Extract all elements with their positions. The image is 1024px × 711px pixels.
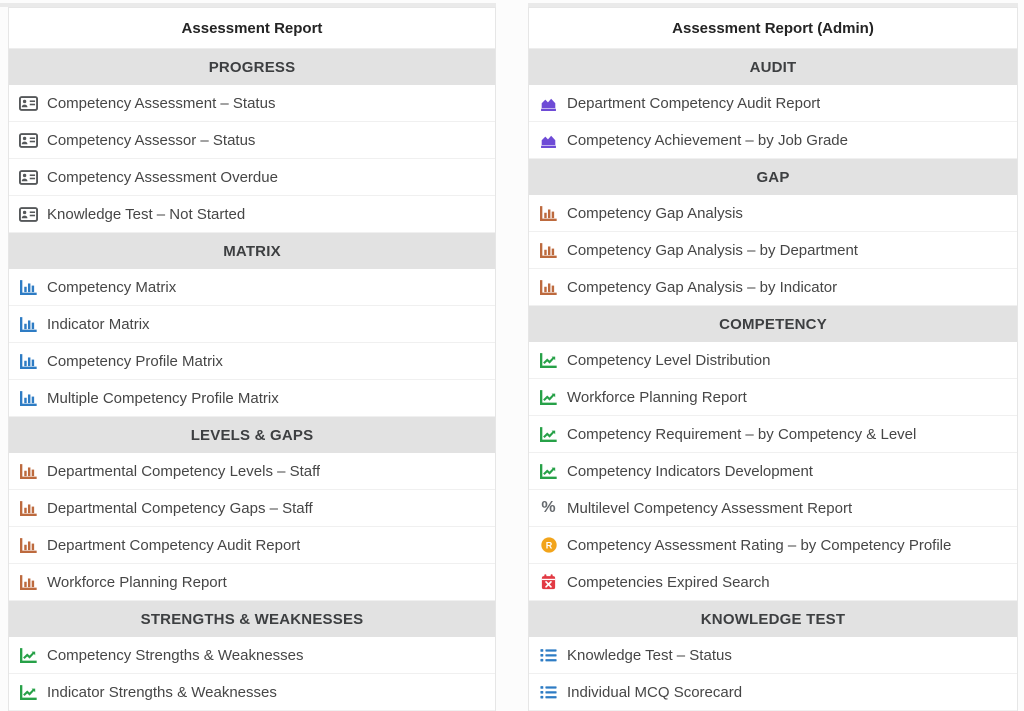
column-chart-icon [19,537,38,553]
line-chart-icon [19,684,38,700]
column-chart-icon [19,353,38,369]
svg-text:R: R [545,540,552,551]
area-chart-icon [539,95,558,111]
report-link-competency-gap-analysis-by-indicator[interactable] [529,269,1017,306]
report-item-label: Multilevel Competency Assessment Report [567,499,853,517]
report-item-label: Workforce Planning Report [567,388,747,406]
area-chart-icon [539,132,558,148]
report-item-label: Competencies Expired Search [567,573,770,591]
report-item-label: Competency Strengths & Weaknesses [47,646,304,664]
report-link-indicator-strengths-weaknesses[interactable] [9,674,495,711]
report-item-label: Workforce Planning Report [47,573,227,591]
assessment-report-admin-panel [528,7,1018,711]
id-card-icon [19,206,38,222]
report-link-departmental-competency-levels-staff[interactable] [9,453,495,490]
report-link-competency-requirement-by-competency-level[interactable] [529,416,1017,453]
report-item-label: Competency Assessment Rating – by Competency Profile [567,536,952,554]
report-item-label: Indicator Strengths & Weaknesses [47,683,277,701]
report-link-individual-mcq-scorecard[interactable] [529,674,1017,711]
report-link-competency-profile-matrix[interactable] [9,343,495,380]
column-chart-icon [19,390,38,406]
report-item-label: Knowledge Test – Not Started [47,205,246,223]
report-link-competency-indicators-development[interactable] [529,453,1017,490]
report-link-competency-assessment-overdue[interactable] [9,159,495,196]
id-card-icon [19,95,38,111]
id-card-icon [19,169,38,185]
column-chart-icon [539,242,558,258]
column-chart-icon [19,463,38,479]
report-link-workforce-planning-report[interactable] [9,564,495,601]
report-item-label: Department Competency Audit Report [567,94,821,112]
report-link-competency-strengths-weaknesses[interactable] [9,637,495,674]
report-link-department-competency-audit-report[interactable] [9,527,495,564]
report-link-department-competency-audit-report[interactable] [529,85,1017,122]
report-item-label: Competency Gap Analysis – by Indicator [567,278,838,296]
report-link-competency-assessment-status[interactable] [9,85,495,122]
report-item-label: Departmental Competency Gaps – Staff [47,499,313,517]
section-header-gap: GAP [529,159,1017,195]
report-link-knowledge-test-not-started[interactable] [9,196,495,233]
report-item-label: Indicator Matrix [47,315,150,333]
section-header-audit: AUDIT [529,49,1017,85]
calendar-x-icon [539,574,558,590]
report-item-label: Competency Assessor – Status [47,131,256,149]
report-link-competency-gap-analysis-by-department[interactable] [529,232,1017,269]
column-chart-icon [539,205,558,221]
report-item-label: Departmental Competency Levels – Staff [47,462,321,480]
rating-r-badge-icon [539,537,558,553]
report-item-label: Competency Indicators Development [567,462,813,480]
report-link-departmental-competency-gaps-staff[interactable] [9,490,495,527]
report-item-label: Competency Assessment – Status [47,94,276,112]
report-item-label: Competency Requirement – by Competency & Level [567,425,917,443]
report-item-label: Competency Achievement – by Job Grade [567,131,848,149]
report-link-multilevel-competency-assessment-report[interactable] [529,490,1017,527]
report-item-label: Knowledge Test – Status [567,646,732,664]
column-chart-icon [19,574,38,590]
panel-title: Assessment Report [9,8,495,49]
line-chart-icon [539,352,558,368]
list-icon [539,684,558,700]
line-chart-icon [539,389,558,405]
section-header-levels-gaps: LEVELS & GAPS [9,417,495,453]
section-header-progress: PROGRESS [9,49,495,85]
report-item-label: Competency Profile Matrix [47,352,223,370]
column-chart-icon [19,316,38,332]
report-item-label: Competency Matrix [47,278,177,296]
report-link-workforce-planning-report[interactable] [529,379,1017,416]
section-header-strengths-weaknesses: STRENGTHS & WEAKNESSES [9,601,495,637]
line-chart-icon [19,647,38,663]
report-link-competency-assessor-status[interactable] [9,122,495,159]
column-chart-icon [19,500,38,516]
report-link-competencies-expired-search[interactable] [529,564,1017,601]
report-link-competency-level-distribution[interactable] [529,342,1017,379]
report-link-knowledge-test-status[interactable] [529,637,1017,674]
report-item-label: Competency Gap Analysis [567,204,743,222]
report-link-indicator-matrix[interactable] [9,306,495,343]
assessment-report-panel [8,7,496,711]
list-icon [539,647,558,663]
report-item-label: Competency Assessment Overdue [47,168,278,186]
line-chart-icon [539,463,558,479]
section-header-competency: COMPETENCY [529,306,1017,342]
report-link-multiple-competency-profile-matrix[interactable] [9,380,495,417]
panel-title: Assessment Report (Admin) [529,8,1017,49]
report-item-label: Competency Level Distribution [567,351,771,369]
report-item-label: Individual MCQ Scorecard [567,683,743,701]
report-item-label: Multiple Competency Profile Matrix [47,389,279,407]
section-header-matrix: MATRIX [9,233,495,269]
percent-icon: % [541,499,556,516]
column-chart-icon [19,279,38,295]
report-link-competency-achievement-by-job-grade[interactable] [529,122,1017,159]
column-chart-icon [539,279,558,295]
report-link-competency-gap-analysis[interactable] [529,195,1017,232]
report-link-competency-matrix[interactable] [9,269,495,306]
section-header-knowledge-test: KNOWLEDGE TEST [529,601,1017,637]
report-item-label: Department Competency Audit Report [47,536,301,554]
id-card-icon [19,132,38,148]
line-chart-icon [539,426,558,442]
report-item-label: Competency Gap Analysis – by Department [567,241,858,259]
report-link-competency-assessment-rating-by-competency-profile[interactable] [529,527,1017,564]
